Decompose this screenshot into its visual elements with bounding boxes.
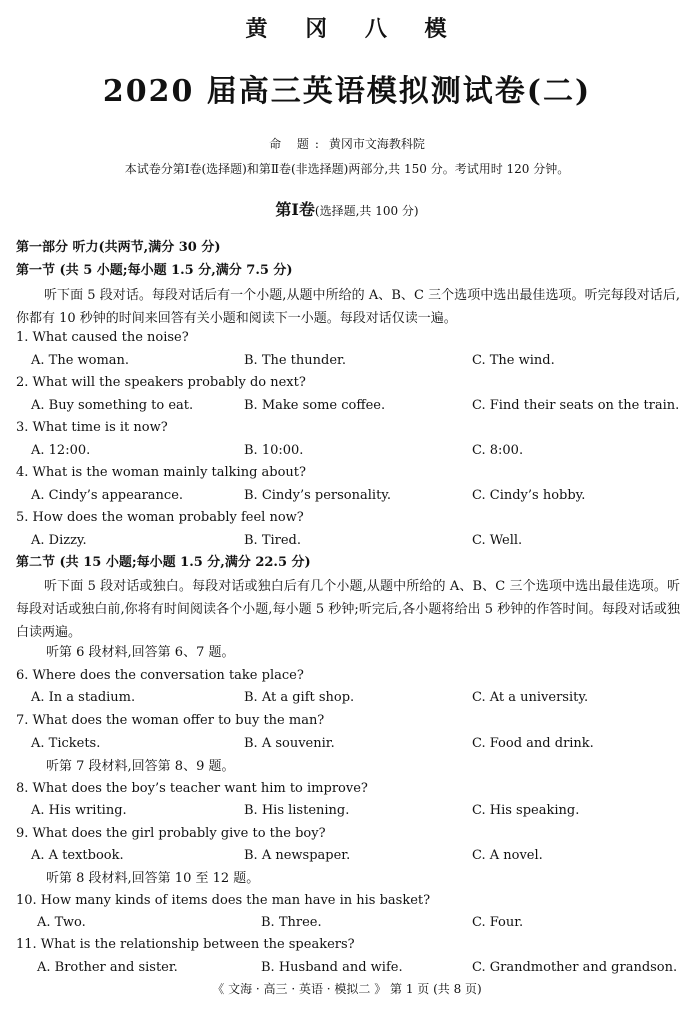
option-a: A. Buy something to eat. [31,398,194,413]
option-b: B. Tired. [244,533,302,548]
option-c: C. 8:00. [472,443,524,458]
option-b: B. Make some coffee. [244,398,386,413]
option-c: C. Find their seats on the train. [472,398,680,413]
option-b: B. A newspaper. [244,848,351,863]
option-a: A. The woman. [31,353,130,368]
option-c: C. The wind. [472,353,555,368]
option-a: A. Brother and sister. [37,960,178,975]
option-c: C. At a university. [472,690,589,705]
option-b: B. Three. [261,915,322,930]
question: 9. What does the girl probably give to the boy? [16,826,326,841]
question: 6. Where does the conversation take place? [16,668,304,683]
option-a: A. 12:00. [31,443,91,458]
page-footer: 《 文海 · 高三 · 英语 · 模拟二 》 第 1 页 (共 8 页) [212,982,482,996]
exam-title: 2020 届高三英语模拟测试卷(二) [102,74,592,109]
series-heading: 黄 冈 八 模 [245,16,449,42]
question: 1. What caused the noise? [16,330,189,345]
question: 8. What does the boy’s teacher want him to improve? [16,781,368,796]
option-b: B. 10:00. [244,443,304,458]
option-a: A. A textbook. [31,848,124,863]
part1-title: 第一部分 听力(共两节,满分 30 分) [16,240,221,255]
option-a: A. Two. [37,915,86,930]
section1-title: 第一节 (共 5 小题;每小题 1.5 分,满分 7.5 分) [16,263,293,278]
author-value: 黄冈市文海教科院 [328,137,425,151]
volume-label: 第Ⅰ卷 [275,200,315,219]
option-b: B. Husband and wife. [261,960,403,975]
option-c: C. His speaking. [472,803,580,818]
option-a: A. In a stadium. [31,690,136,705]
material-note: 听第 8 段材料,回答第 10 至 12 题。 [46,871,260,886]
material-note: 听第 6 段材料,回答第 6、7 题。 [46,645,235,660]
option-b: B. Cindy’s personality. [244,488,392,503]
option-a: A. Dizzy. [31,533,87,548]
volume-sub: (选择题,共 100 分) [314,204,419,218]
exam-note: 本试卷分第Ⅰ卷(选择题)和第Ⅱ卷(非选择题)两部分,共 150 分。考试用时 120 分钟。 [124,162,570,176]
author-line [0,137,694,151]
volume-heading [0,200,694,219]
option-b: B. A souvenir. [244,736,335,751]
question: 11. What is the relationship between the speakers? [16,937,355,952]
section1-instructions: 听下面 5 段对话。每段对话后有一个小题,从题中所给的 A、B、C 三个选项中选出最佳选项。听完每段对话后,你都有 10 秒钟的时间来回答有关小题和阅读下一小题。每段对话仅读一遍。 [16,288,680,326]
question: 2. What will the speakers probably do next? [16,375,306,390]
option-c: C. Grandmother and grandson. [472,960,678,975]
section2-instructions: 听下面 5 段对话或独白。每段对话或独白后有几个小题,从题中所给的 A、B、C 三个选项中选出最佳选项。听每段对话或独白前,你将有时间阅读各个小题,每小题 5 秒钟;听完后,各小题将给出 5 秒钟的作答时间。每段对话或独白读两遍。 [16,579,680,640]
option-c: C. Well. [472,533,523,548]
question: 5. How does the woman probably feel now? [16,510,304,525]
option-b: B. The thunder. [244,353,346,368]
section2-title: 第二节 (共 15 小题;每小题 1.5 分,满分 22.5 分) [16,555,311,570]
option-a: A. Cindy’s appearance. [31,488,184,503]
option-a: A. His writing. [31,803,127,818]
option-a: A. Tickets. [31,736,101,751]
option-c: C. Cindy’s hobby. [472,488,586,503]
question: 10. How many kinds of items does the man have in his basket? [16,893,431,908]
author-label: 命 题: [269,137,325,151]
question: 7. What does the woman offer to buy the man? [16,713,325,728]
option-c: C. Four. [472,915,524,930]
material-note: 听第 7 段材料,回答第 8、9 题。 [46,759,235,774]
option-c: C. A novel. [472,848,543,863]
option-b: B. At a gift shop. [244,690,355,705]
question: 3. What time is it now? [16,420,168,435]
option-b: B. His listening. [244,803,350,818]
option-c: C. Food and drink. [472,736,594,751]
question: 4. What is the woman mainly talking about? [16,465,306,480]
